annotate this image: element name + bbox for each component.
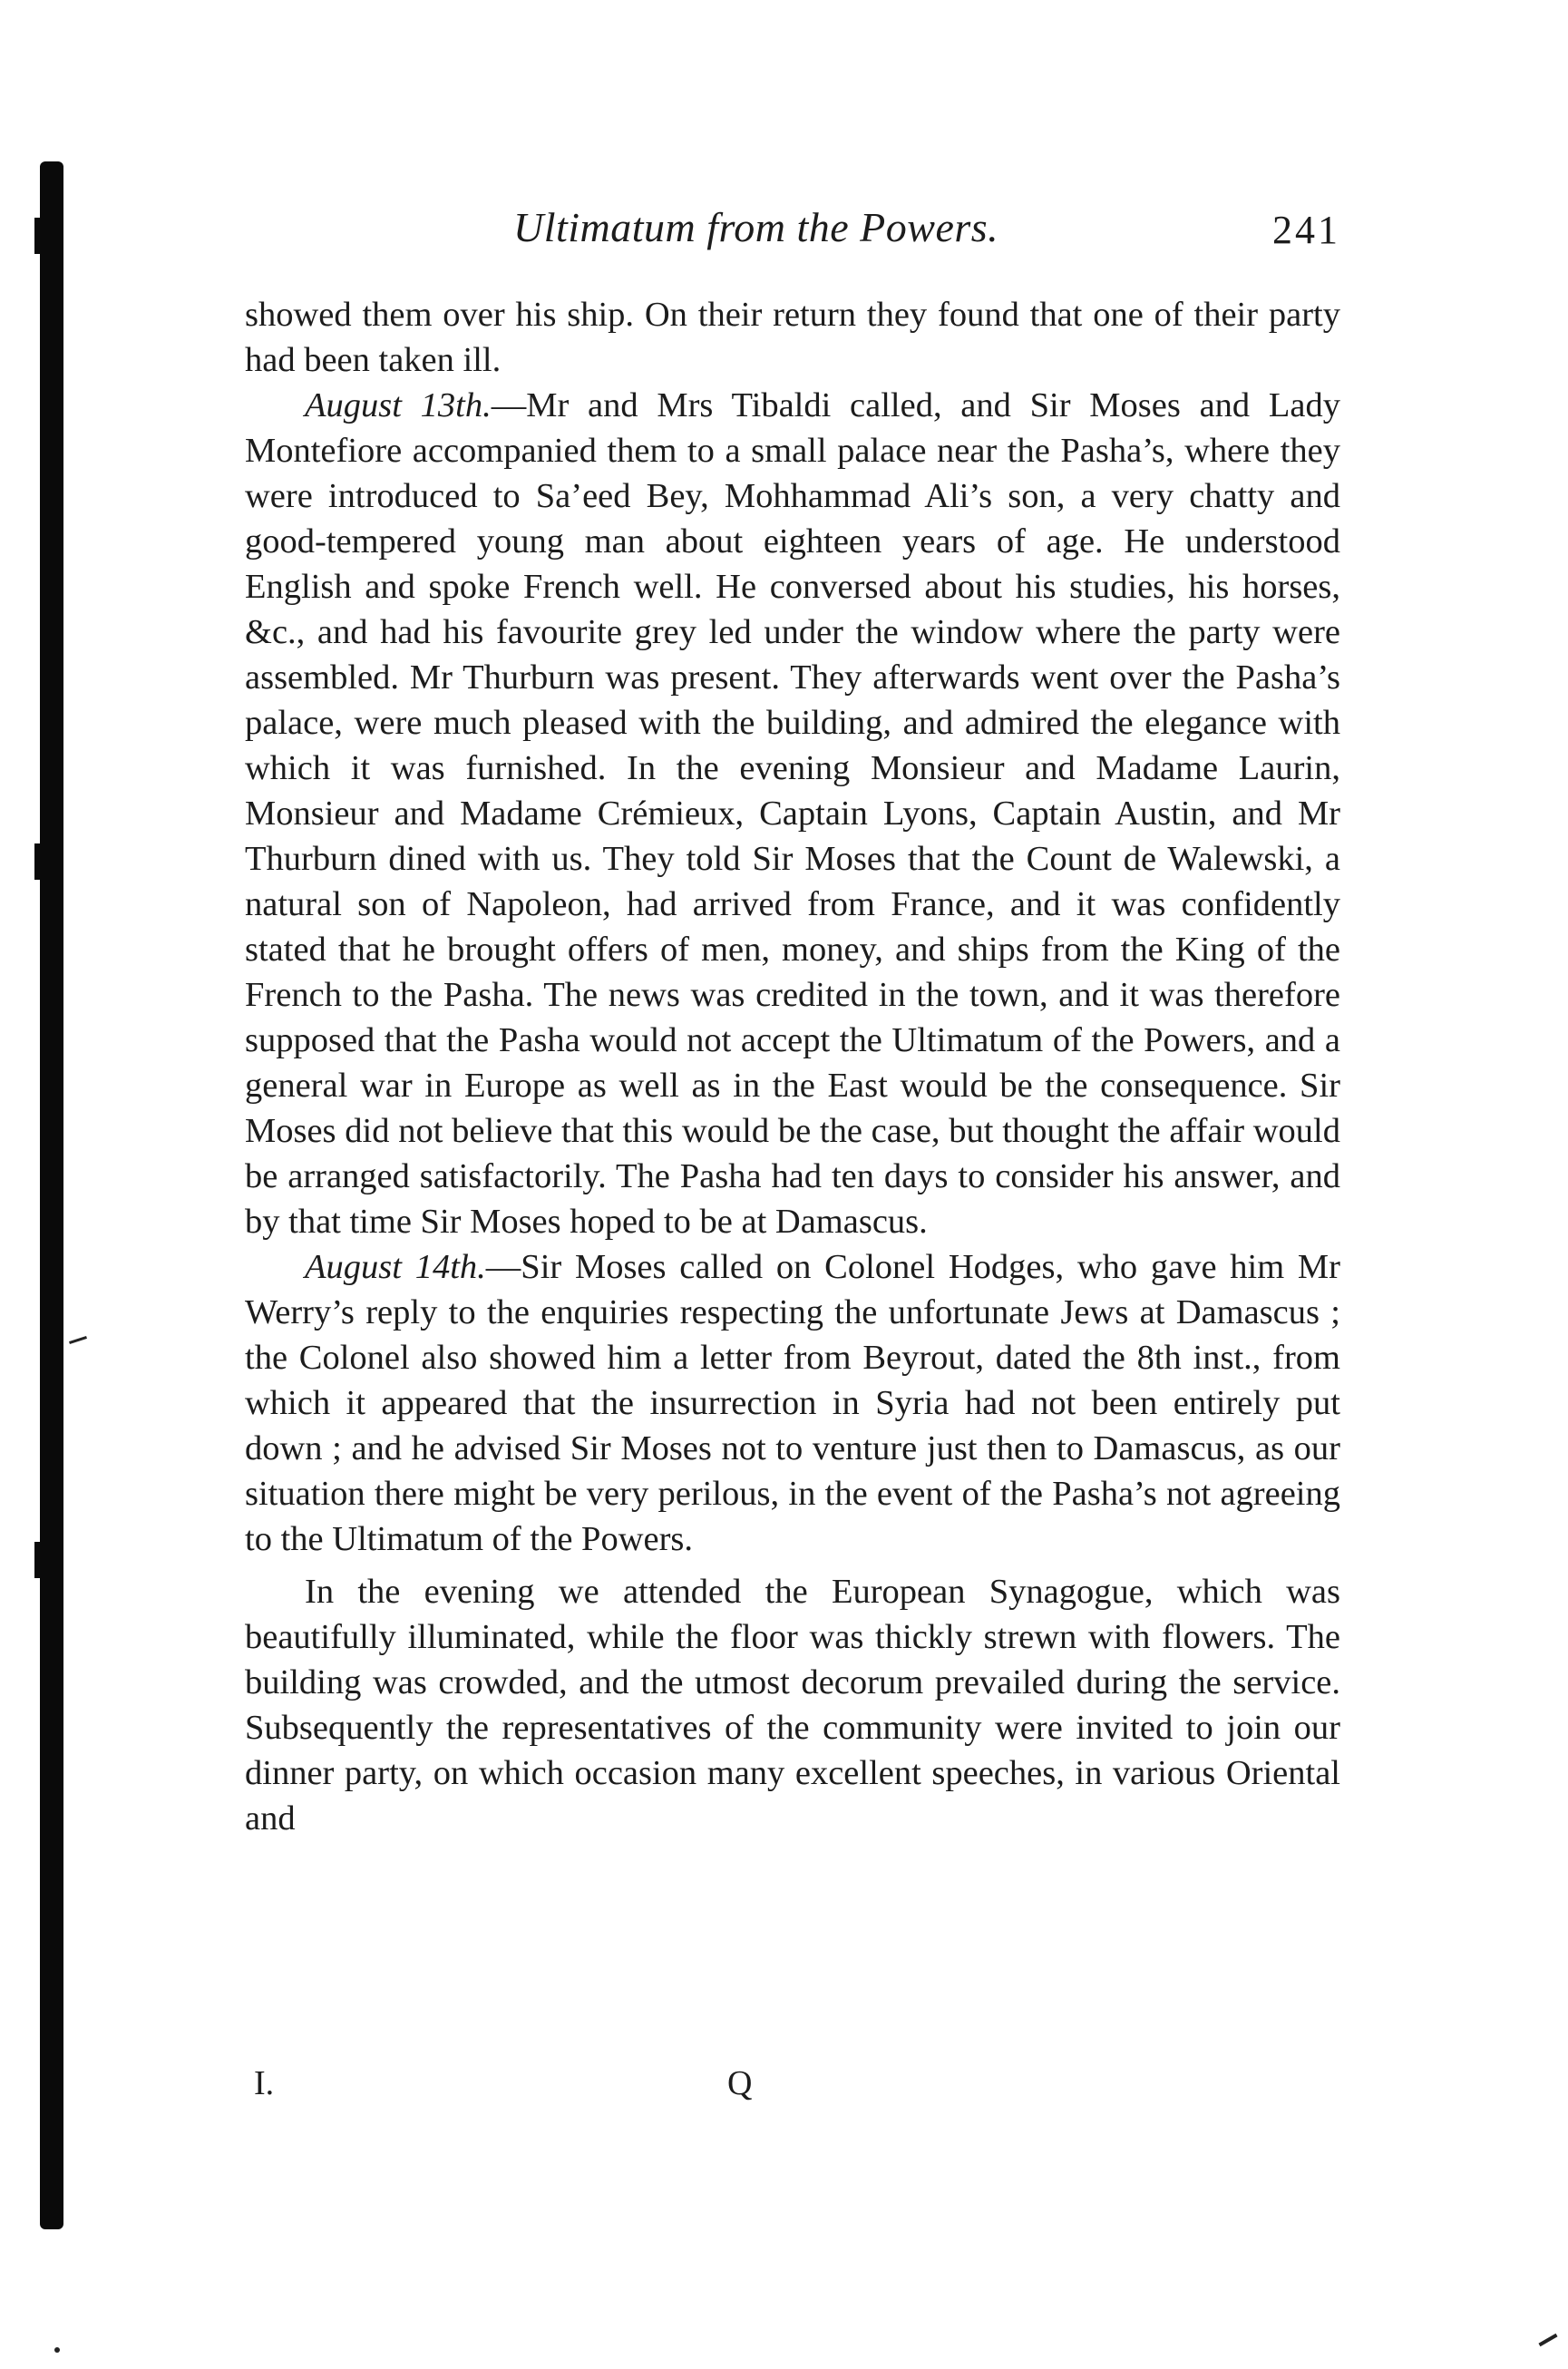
scan-binding-notch [34, 1542, 45, 1578]
scan-binding-edge [40, 161, 63, 2229]
paragraph: showed them over his ship. On their return they found that one of their party had been taken ill. [245, 296, 1340, 379]
page-number: 241 [1272, 208, 1340, 252]
scan-binding-notch [34, 218, 45, 254]
paragraph [245, 1244, 1340, 1562]
scan-speck [1538, 2334, 1557, 2346]
sheet-signature: Q [727, 2064, 753, 2102]
page-footer [254, 2063, 1342, 2109]
paragraph: In the evening we attended the European Synagogue, which was beautifully illuminated, while the floor was thickly strewn with flowers. The building was crowded, and the utmost decorum prevailed during the service. Subsequently the representatives of the community were invited to join our dinner party, on which occasion many excellent speeches, in various Oriental and [245, 1573, 1340, 1838]
paragraph [245, 383, 1340, 1244]
paragraph-text: —Mr and Mrs Tibaldi called, and Sir Moses and Lady Montefiore accompanied them to a small palace near the Pasha’s, where they were introduced to Sa’eed Bey, Mohhammad Ali’s son, a very chatty and good-tempered young man about eighteen years of age. He understood English and spoke French well. He conversed about his studies, his horses, &c., and had his favourite grey led under the window where the party were assembled. Mr Thurburn was present. They afterwards went over the Pasha’s palace, were much pleased with the building, and admired the elegance with which it was furnished. In the evening Monsieur and Madame Laurin, Monsieur and Madame Crémieux, Captain Lyons, Captain Austin, and Mr Thurburn dined with us. They told Sir Moses that the Count de Walewski, a natural son of Napoleon, had arrived from France, and it was confidently stated that he brought offers of men, money, and ships from the King of the French to the Pasha. The news was credited in the town, and it was therefore supposed that the Pasha would not accept the Ultimatum of the Powers, and a general war in Europe as well as in the East would be the consequence. Sir Moses did not believe that this would be the case, but thought the affair would be arranged satisfactorily. The Pasha had ten days to consider his answer, and by that time Sir Moses hoped to be at Damascus. [245, 386, 1340, 1241]
running-title: Ultimatum from the Powers. [513, 204, 999, 250]
scan-speck [54, 2347, 60, 2353]
body-text [245, 292, 1340, 1841]
page-header [243, 203, 1340, 267]
paragraph-text: —Sir Moses called on Colonel Hodges, who gave him Mr Werry’s reply to the enquiries respecting the unfortunate Jews at Damascus ; the Colonel also showed him a letter from Beyrout, dated the 8th inst., from which it appeared that the insurrection in Syria had not been entirely put down ; and he advised Sir Moses not to venture just then to Damascus, as our situation there might be very perilous, in the event of the Pasha’s not agreeing to the Ultimatum of the Powers. [245, 1248, 1340, 1558]
scan-speck [69, 1336, 87, 1344]
volume-signature: I. [254, 2064, 275, 2102]
scan-binding-notch [34, 843, 45, 880]
entry-date: August 13th. [305, 386, 492, 424]
entry-date: August 14th. [305, 1248, 486, 1286]
